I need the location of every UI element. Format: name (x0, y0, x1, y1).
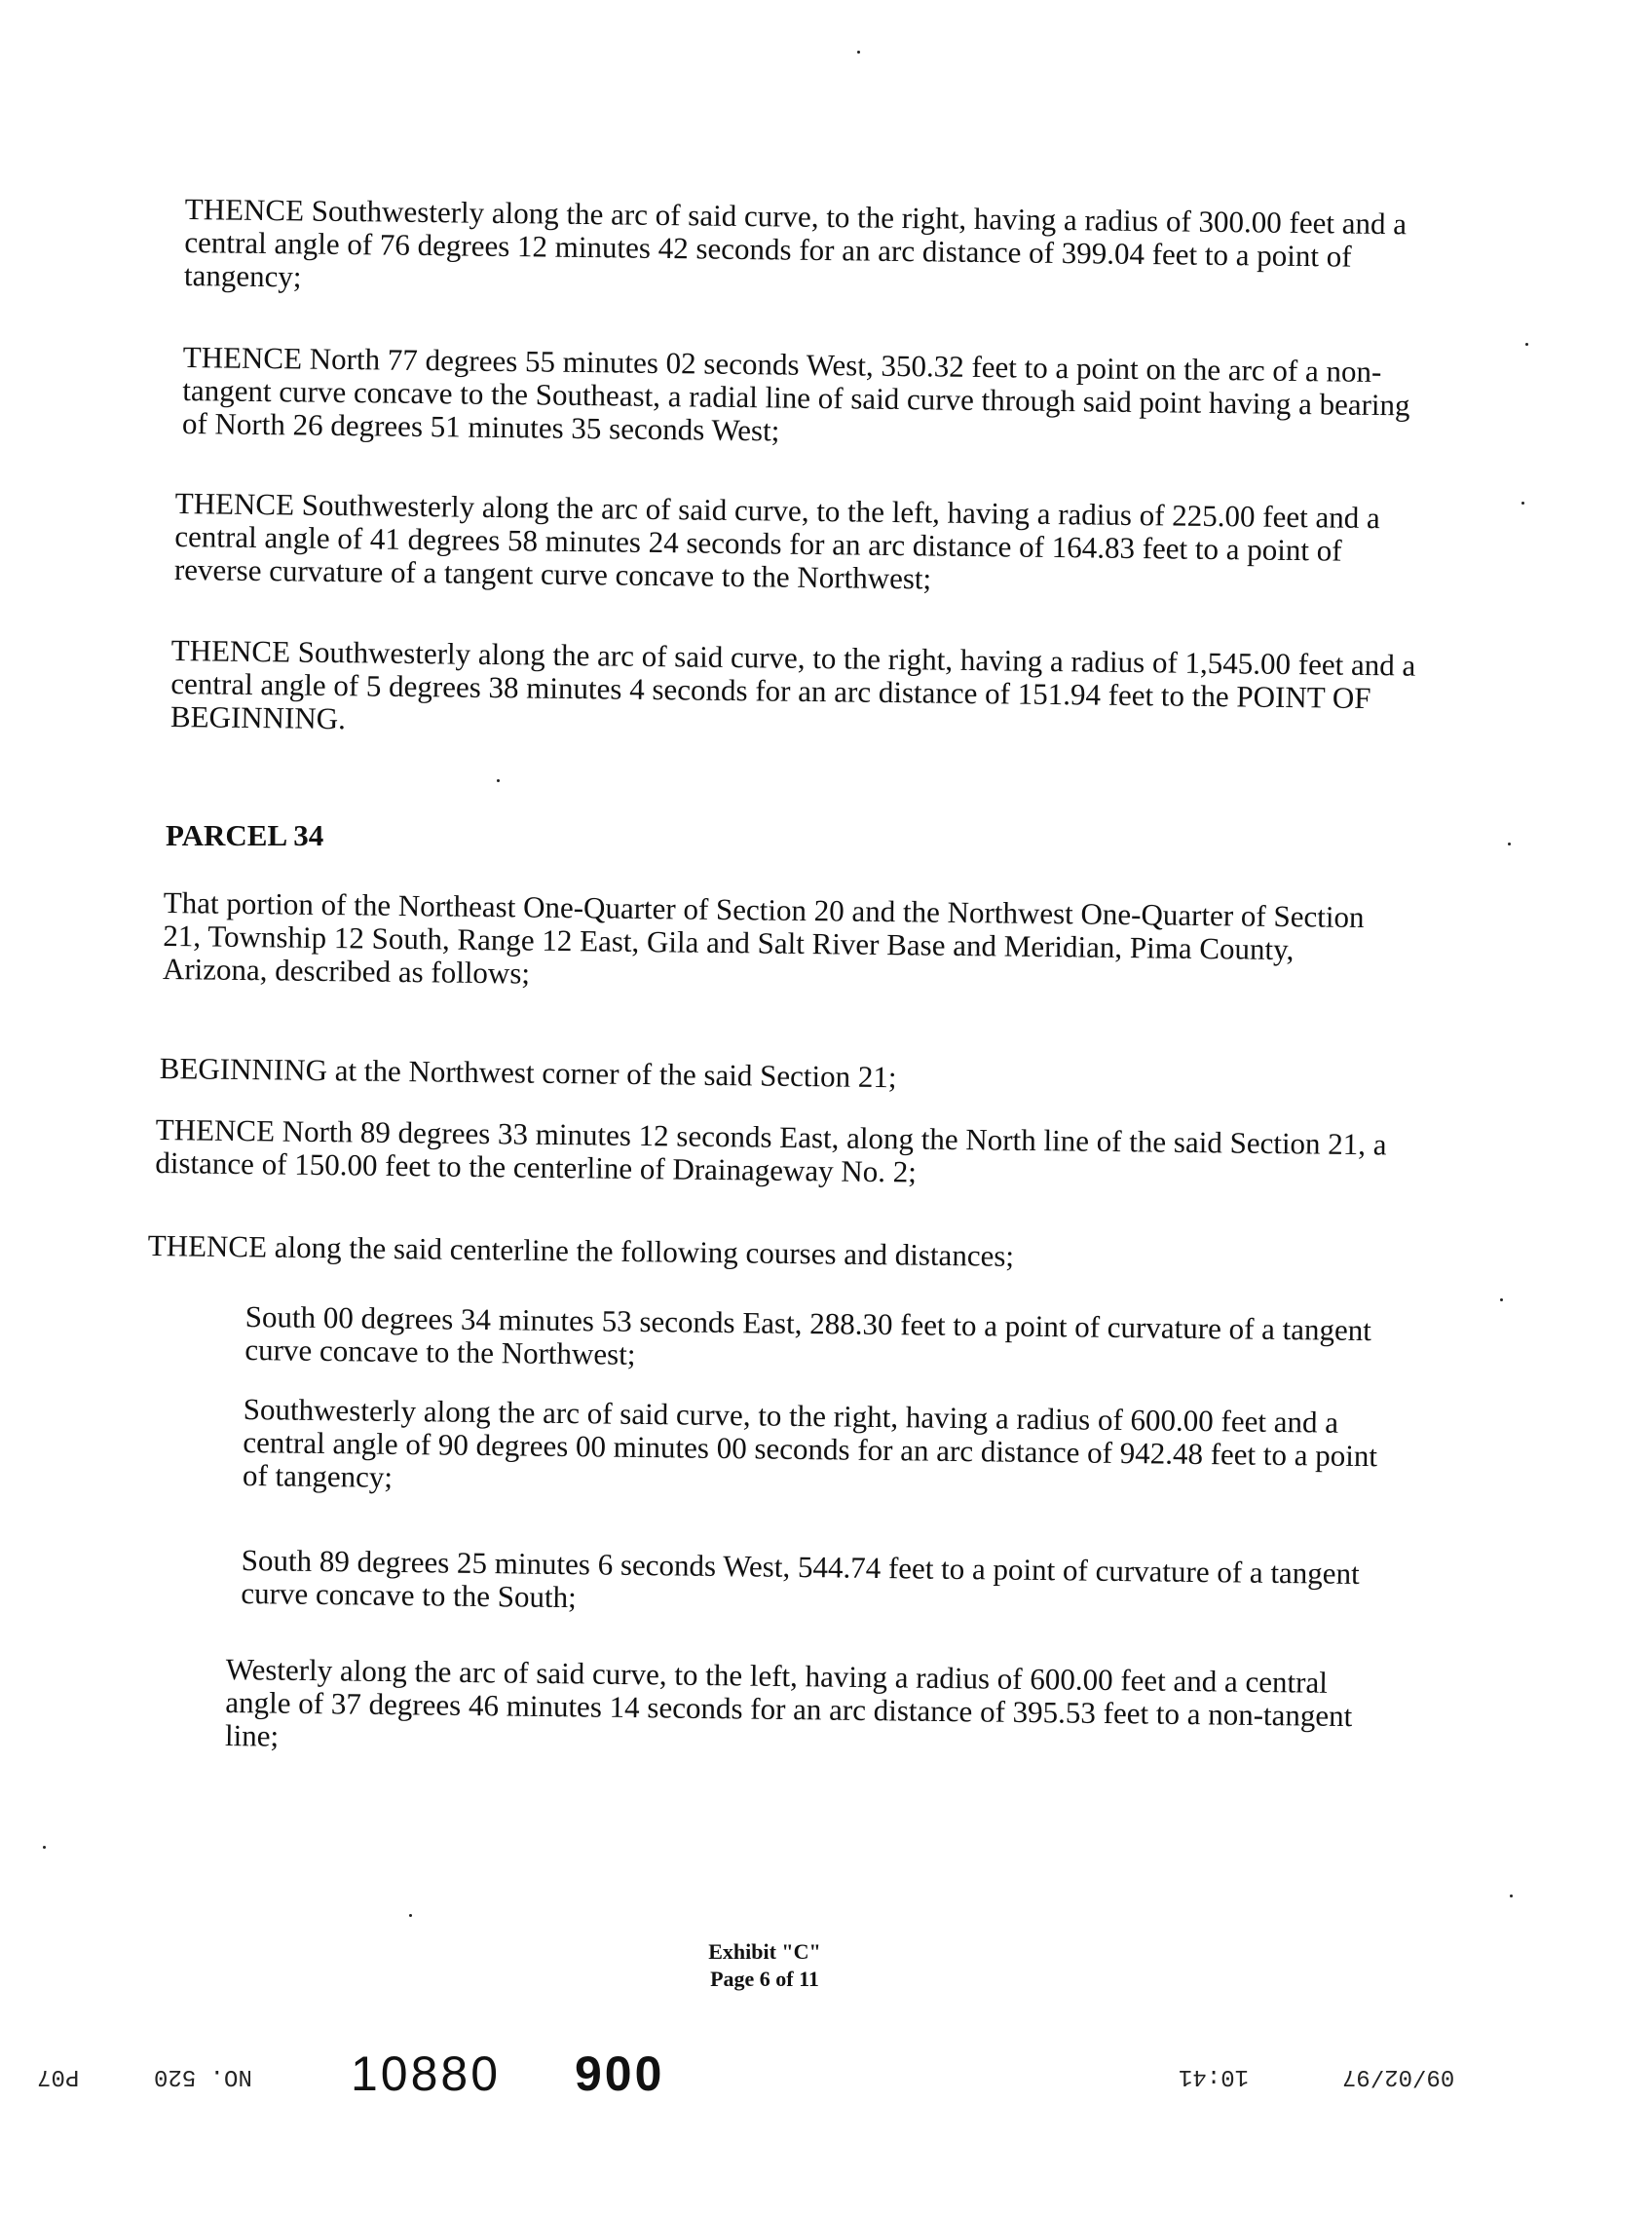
exhibit-label: Exhibit "C" (708, 1939, 821, 1964)
thence-paragraph: THENCE North 89 degrees 33 minutes 12 seconds East, along the North line of the said Section 21, a distance of 150.00 feet to the centerline of Drainageway No. 2; (155, 1112, 1387, 1189)
scan-speck (1521, 502, 1524, 505)
legal-paragraph-1: THENCE Southwesterly along the arc of said curve, to the right, having a radius of 300.00 feet and a central angle of 76 degrees 12 minutes 42 seconds for an arc distance of 399.04 feet to a point of tangency; (183, 192, 1408, 294)
course-item: South 89 degrees 25 minutes 6 seconds West, 544.74 feet to a point of curvature of a tangent curve concave to the South; (241, 1543, 1360, 1615)
course-item: Southwesterly along the arc of said curve, to the right, having a radius of 600.00 feet and a central angle of 90 degrees 00 minutes 00 seconds for an arc distance of 942.48 feet to a point of tangency; (242, 1392, 1378, 1494)
scan-speck (1525, 343, 1528, 346)
parcel-description: That portion of the Northeast One-Quarter of Section 20 and the Northwest One-Quarter of Section 21, Township 12 South, Range 12 East, Gila and Salt River Base and Meridian, Pima County, Arizona, described as follows; (162, 885, 1365, 991)
book-page-number: 900 (575, 2046, 665, 2101)
scan-speck (497, 779, 500, 782)
course-item: South 00 degrees 34 minutes 53 seconds East, 288.30 feet to a point of curvature of a tangent curve concave to the Northwest; (244, 1299, 1372, 1371)
fax-date: 09/02/97 (1342, 2063, 1455, 2089)
course-item: Westerly along the arc of said curve, to the left, having a radius of 600.00 feet and a central angle of 37 degrees 46 minutes 14 seconds for an arc distance of 395.53 feet to a non-tangent line; (224, 1652, 1353, 1753)
courses-intro: THENCE along the said centerline the following courses and distances; (147, 1228, 1015, 1273)
book-number: 10880 (351, 2046, 502, 2101)
fax-time: 10:41 (1179, 2063, 1250, 2089)
legal-paragraph-3: THENCE Southwesterly along the arc of said curve, to the left, having a radius of 225.00 feet and a central angle of 41 degrees 58 minutes 24 seconds for an arc distance of 164.83 feet to a point of reverse curvature of a tangent curve concave to the Northwest; (173, 486, 1380, 596)
page-number: Page 6 of 11 (710, 1967, 819, 1991)
scan-speck (43, 1846, 46, 1849)
fax-page-code: P07 (37, 2063, 80, 2089)
scan-speck (1510, 1895, 1513, 1897)
legal-paragraph-4: THENCE Southwesterly along the arc of said curve, to the right, having a radius of 1,545.00 feet and a central angle of 5 degrees 38 minutes 4 seconds for an arc distance of 151.94 feet to the POINT OF BEGINNING. (169, 633, 1416, 736)
scan-speck (409, 1914, 412, 1917)
beginning-paragraph: BEGINNING at the Northwest corner of the said Section 21; (159, 1051, 897, 1095)
parcel-heading: PARCEL 34 (166, 818, 324, 852)
page-footer (682, 1938, 847, 1993)
fax-number: NO. 520 (154, 2063, 252, 2089)
scan-speck (1500, 1298, 1503, 1301)
scan-speck (857, 51, 860, 54)
scan-speck (1508, 843, 1511, 845)
legal-paragraph-2: THENCE North 77 degrees 55 minutes 02 seconds West, 350.32 feet to a point on the arc of a non-tangent curve concave to the Southeast, a radial line of said curve through said point having a bearing of North 26 degrees 51 minutes 35 seconds West; (181, 340, 1410, 448)
